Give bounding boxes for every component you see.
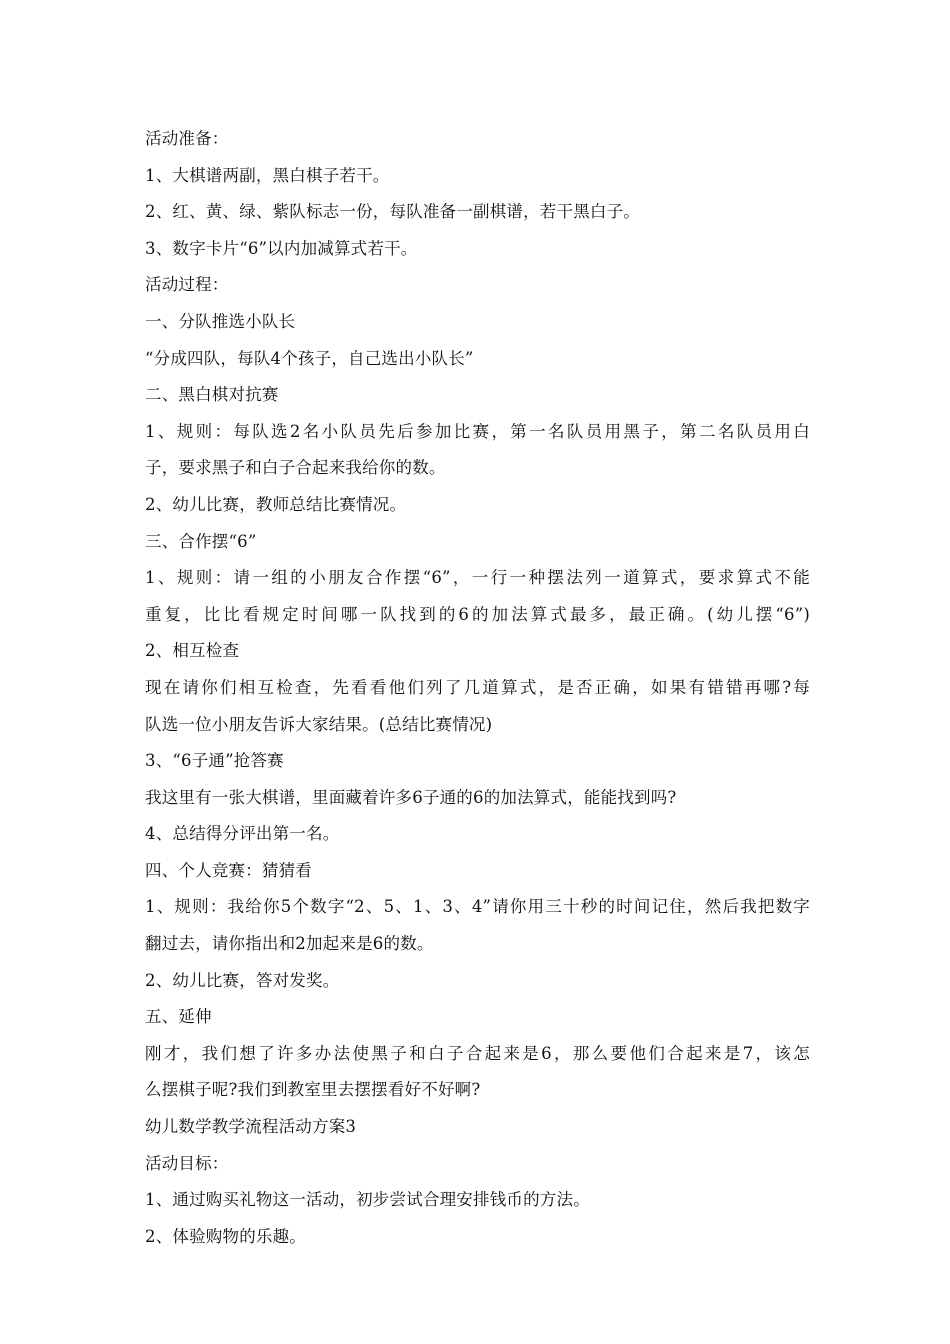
paragraph-line: “分成四队，每队4个孩子，自己选出小队长” <box>145 348 474 368</box>
paragraph-line: 2、幼儿比赛，教师总结比赛情况。 <box>145 494 407 514</box>
paragraph-line: 队选一位小朋友告诉大家结果。(总结比赛情况) <box>145 714 493 734</box>
section-heading: 五、延伸 <box>145 1007 212 1027</box>
paragraph-line: 1、规则：我给你5个数字“2、5、1、3、4”请你用三十秒的时间记住，然后我把数字 <box>145 897 810 917</box>
paragraph-line: 刚才，我们想了许多办法使黑子和白子合起来是6，那么要他们合起来是7，该怎 <box>145 1043 810 1063</box>
paragraph-line: 子，要求黑子和白子合起来我给你的数。 <box>145 458 446 478</box>
heading-activity-process: 活动过程： <box>145 275 229 295</box>
paragraph-line: 2、相互检查 <box>145 641 240 661</box>
paragraph-line: 3、数字卡片“6”以内加减算式若干。 <box>145 238 418 258</box>
paragraph-line: 1、大棋谱两副，黑白棋子若干。 <box>145 165 390 185</box>
paragraph-line: 1、通过购买礼物这一活动，初步尝试合理安排钱币的方法。 <box>145 1190 590 1210</box>
paragraph-line: 翻过去，请你指出和2加起来是6的数。 <box>145 934 434 954</box>
heading-activity-goals: 活动目标： <box>145 1153 229 1173</box>
paragraph-line: 2、幼儿比赛，答对发奖。 <box>145 970 340 990</box>
paragraph-line: 1、规则：每队选2名小队员先后参加比赛，第一名队员用黑子，第二名队员用白 <box>145 421 810 441</box>
section-heading: 三、合作摆“6” <box>145 531 257 551</box>
document-body <box>145 121 810 1255</box>
section-heading: 二、黑白棋对抗赛 <box>145 385 279 405</box>
section-heading: 一、分队推选小队长 <box>145 311 296 331</box>
paragraph-line: 重复，比比看规定时间哪一队找到的6的加法算式最多，最正确。(幼儿摆“6”) <box>145 604 810 624</box>
section-heading: 四、个人竞赛：猜猜看 <box>145 860 312 880</box>
document-subtitle: 幼儿数学教学流程活动方案3 <box>145 1117 357 1137</box>
paragraph-line: 2、红、黄、绿、紫队标志一份，每队准备一副棋谱，若干黑白子。 <box>145 202 640 222</box>
paragraph-line: 2、体验购物的乐趣。 <box>145 1226 306 1246</box>
paragraph-line: 4、总结得分评出第一名。 <box>145 824 340 844</box>
paragraph-line: 1、规则：请一组的小朋友合作摆“6”，一行一种摆法列一道算式，要求算式不能 <box>145 568 810 588</box>
paragraph-line: 么摆棋子呢?我们到教室里去摆摆看好不好啊? <box>145 1080 481 1100</box>
heading-activity-preparation: 活动准备： <box>145 129 229 148</box>
paragraph-line: 现在请你们相互检查，先看看他们列了几道算式，是否正确，如果有错错再哪?每 <box>145 677 810 697</box>
paragraph-line: 3、“6子通”抢答赛 <box>145 751 284 771</box>
paragraph-line: 我这里有一张大棋谱，里面藏着许多6子通的6的加法算式，能能找到吗? <box>145 787 677 807</box>
